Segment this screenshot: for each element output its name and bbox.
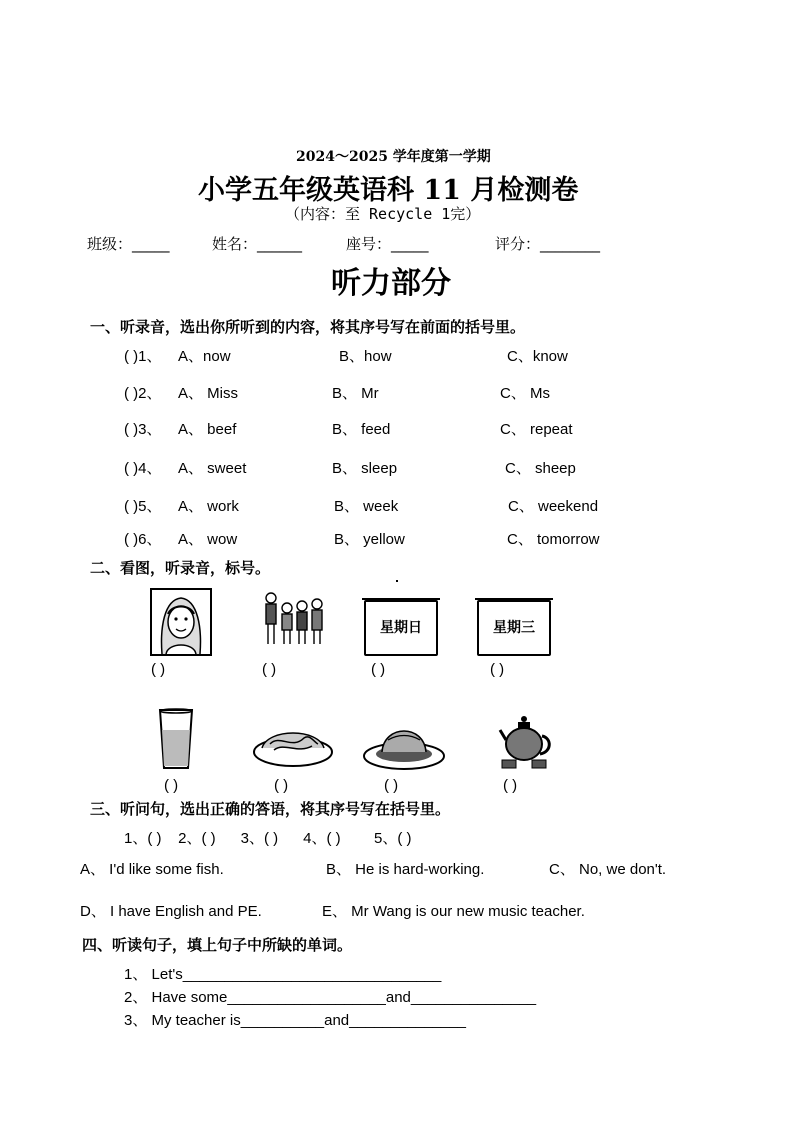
answer-bracket[interactable]: ( ) bbox=[151, 661, 166, 678]
section-title: 听力部分 bbox=[331, 266, 451, 301]
option-c: C、 Ms bbox=[500, 385, 550, 402]
fill-line[interactable]: 2、 Have some___________________and_______________ bbox=[124, 989, 537, 1006]
option-c: C、 No, we don't. bbox=[549, 861, 667, 878]
item-number[interactable]: ( )6、 bbox=[124, 531, 162, 548]
option-e: E、 Mr Wang is our new music teacher. bbox=[322, 903, 585, 920]
fill-line[interactable]: 3、 My teacher is__________and______________ bbox=[124, 1012, 466, 1029]
name-field[interactable]: 姓名：______ bbox=[212, 235, 303, 253]
food-plate-picture bbox=[362, 712, 446, 772]
part4-heading: 四、听读句子，填上句子中所缺的单词。 bbox=[82, 936, 353, 954]
seat-field[interactable]: 座号：_____ bbox=[346, 235, 429, 253]
wednesday-label: 星期三 bbox=[493, 620, 535, 636]
answer-bracket[interactable]: ( ) bbox=[384, 777, 399, 794]
option-a: A、 Miss bbox=[178, 385, 239, 402]
option-b: B、 yellow bbox=[334, 531, 405, 548]
option-a: A、now bbox=[178, 348, 231, 365]
option-c: C、 tomorrow bbox=[507, 531, 600, 548]
part1-heading: 一、听录音，选出你所听到的内容，将其序号写在前面的括号里。 bbox=[90, 318, 526, 336]
option-b: B、 He is hard-working. bbox=[326, 861, 485, 878]
item-number[interactable]: ( )3、 bbox=[124, 421, 162, 438]
option-b: B、 feed bbox=[332, 421, 391, 438]
pin-dot bbox=[396, 580, 398, 582]
option-b: B、 Mr bbox=[332, 385, 379, 402]
item-number[interactable]: ( )1、 bbox=[124, 348, 162, 365]
option-c: C、know bbox=[507, 348, 568, 365]
option-b: B、how bbox=[339, 348, 392, 365]
part3-heading: 三、听问句，选出正确的答语，将其序号写在括号里。 bbox=[90, 800, 451, 818]
teapot-picture bbox=[498, 708, 552, 772]
option-b: B、 week bbox=[334, 498, 399, 515]
option-b: B、 sleep bbox=[332, 460, 398, 477]
answer-numbers[interactable]: 1、( ) 2、( ) 3、( ) 4、( ) 5、( ) bbox=[124, 830, 412, 847]
girl-portrait-picture bbox=[150, 588, 212, 656]
answer-bracket[interactable]: ( ) bbox=[262, 661, 277, 678]
answer-bracket[interactable]: ( ) bbox=[503, 777, 518, 794]
option-c: C、 repeat bbox=[500, 421, 573, 438]
sunday-sign bbox=[364, 600, 438, 656]
option-a: A、 beef bbox=[178, 421, 237, 438]
answer-bracket[interactable]: ( ) bbox=[164, 777, 179, 794]
option-d: D、 I have English and PE. bbox=[80, 903, 262, 920]
score-field[interactable]: 评分：________ bbox=[495, 235, 601, 253]
answer-bracket[interactable]: ( ) bbox=[371, 661, 386, 678]
option-a: A、 wow bbox=[178, 531, 238, 548]
exam-subtitle: （内容：至 Recycle 1完） bbox=[285, 205, 481, 223]
part2-heading: 二、看图，听录音，标号。 bbox=[90, 559, 271, 577]
option-c: C、 sheep bbox=[505, 460, 576, 477]
item-number[interactable]: ( )5、 bbox=[124, 498, 162, 515]
option-c: C、 weekend bbox=[508, 498, 599, 515]
option-a: A、 work bbox=[178, 498, 239, 515]
exam-title: 小学五年级英语科 11 月检测卷 bbox=[198, 175, 579, 206]
class-field[interactable]: 班级：_____ bbox=[87, 235, 170, 253]
answer-bracket[interactable]: ( ) bbox=[490, 661, 505, 678]
noodles-plate-picture bbox=[252, 714, 334, 770]
option-a: A、 I'd like some fish. bbox=[80, 861, 224, 878]
answer-bracket[interactable]: ( ) bbox=[274, 777, 289, 794]
item-number[interactable]: ( )4、 bbox=[124, 460, 162, 477]
people-group-picture bbox=[261, 588, 327, 650]
item-number[interactable]: ( )2、 bbox=[124, 385, 162, 402]
glass-of-juice-picture bbox=[156, 708, 196, 770]
sunday-label: 星期日 bbox=[380, 620, 422, 636]
wednesday-sign bbox=[477, 600, 551, 656]
term-line: 2024～2025 学年度第一学期 bbox=[296, 149, 491, 165]
option-a: A、 sweet bbox=[178, 460, 247, 477]
fill-line[interactable]: 1、 Let's_______________________________ bbox=[124, 966, 442, 983]
